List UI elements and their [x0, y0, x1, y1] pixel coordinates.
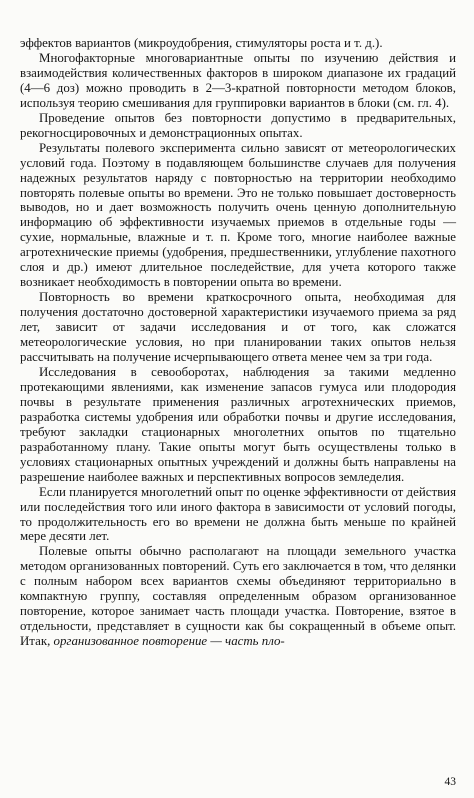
paragraph-continuation: эффектов вариантов (микроудобрения, стимуляторы роста и т. д.).	[20, 36, 383, 50]
paragraph-multifactor-experiments: Многофакторные многовариантные опыты по изучению действия и взаимодействия количественных факторов в широком диапазоне их градаций (4—6 доз) можно проводить в 2—3-кратной повторности методом блоков, используя теорию смешивания для группировки вариантов в блоки (см. гл. 4).	[20, 50, 456, 110]
body-text	[20, 36, 456, 649]
paragraph-crop-rotation-studies: Исследования в севооборотах, наблюдения за такими медленно протекающими явлениями, как изменение запасов гумуса или плодородия почвы в результате применения различных агротехнических приемов, разработка системы удобрения или обработки почвы и другие исследования, требуют закладки стационарных многолетних опытов по тщательно разработанному плану. Такие опыты могут быть осуществлены только в условиях стационарных опытных учреждений и должны быть направлены на разрешение наиболее важных и перспективных вопросов земледелия.	[20, 364, 456, 484]
paragraph-weather-dependence: Результаты полевого эксперимента сильно зависят от метеорологических условий года. Поэтому в подавляющем большинстве случаев для получения надежных результатов наряду с повторностью на территории необходимо повторять полевые опыты во времени. Это не только повышает достоверность выводов, но и дает возможность получить очень ценную дополнительную информацию об эффективности изучаемых приемов в отдельные годы — сухие, нормальные, влажные и т. п. Кроме того, многие наиболее важные агротехнические приемы (удобрения, предшественники, углубление пахотного слоя и др.) имеют длительное последействие, для учета которого также возникает необходимость в повторении опыта во времени.	[20, 140, 456, 290]
italic-definition: организованное повторение — часть пло-	[53, 634, 285, 649]
paragraph-long-term-duration: Если планируется многолетний опыт по оценке эффективности от действия или последействия того или иного фактора в зависимости от условий погоды, то продолжительность его во времени не должна быть меньше по крайней мере десяти лет.	[20, 484, 456, 544]
paragraph-organized-replications-text: Полевые опыты обычно располагают на площади земельного участка методом организованных повторений. Суть его заключается в том, что делянки с полным набором всех вариантов схемы объединяют территориально в компактную группу, составляя определенным образом организованное повторение, которое занимает часть площади участка. Повторение, взятое в отдельности, представляет в сущности как бы сокращенный в объеме опыт. Итак,	[20, 544, 456, 649]
paragraph-organized-replications	[20, 544, 456, 649]
paragraph-short-term-replication: Повторность во времени краткосрочного опыта, необходимая для получения достаточно достоверной характеристики изучаемого приема за ряд лет, зависит от задачи исследования и от того, как сложатся метеорологические условия, но при планировании таких опытов нельзя рассчитывать на получение исчерпывающего ответа менее чем за три года.	[20, 290, 456, 365]
page-number: 43	[444, 776, 456, 788]
paragraph-no-replication: Проведение опытов без повторности допустимо в предварительных, рекогносцировочных и демонстрационных опытах.	[20, 110, 456, 140]
